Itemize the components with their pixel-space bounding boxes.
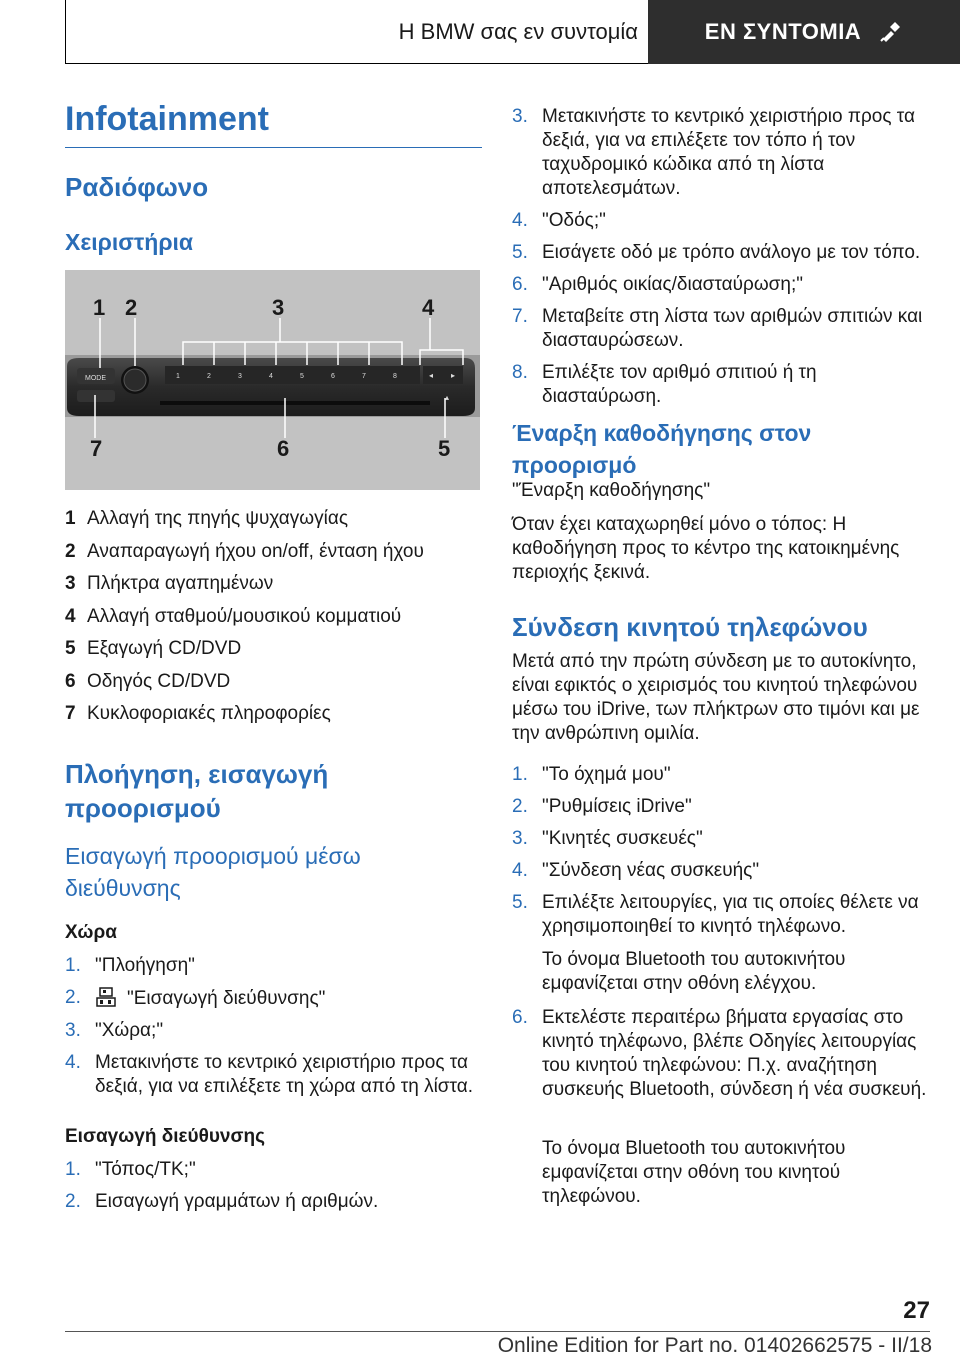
step-text: Εισάγετε οδό με τρόπο ανάλογο με τον τόπο. [542,242,921,263]
phone-intro: Μετά από την πρώτη σύνδεση με το αυτοκίνητο, είναι εφικτός ο χειρισμός του κινητού τηλεφώνου μέσω του iDrive, των πλήκτρων στο τιμόνι και με την ανθρώπινη ομιλία. [512,651,920,744]
step-number: 8. [512,362,528,383]
step-number: 4. [512,860,528,881]
legend-text: Αναπαραγωγή ήχου on/off, ένταση ήχου [87,540,424,562]
legend-num: 6 [65,670,76,692]
phone-steps [512,763,930,947]
step-text: Εισαγωγή γραμμάτων ή αριθμών. [95,1191,379,1212]
list-item [512,361,930,409]
list-item [512,795,930,819]
pen-nib-icon [877,19,903,45]
svg-text:▴: ▴ [445,393,450,402]
callout-5: 5 [438,436,451,461]
step-number: 2. [65,987,81,1008]
legend-item [65,698,482,731]
country-steps [65,954,482,1107]
step-text: "Πλοήγηση" [95,955,195,976]
step-number: 7. [512,306,528,327]
legend-text: Εξαγωγή CD/DVD [87,638,242,660]
address-steps-right [512,105,930,417]
step-text-with-icon [95,986,482,1011]
step-text: Επιλέξτε τον αριθμό σπιτιού ή τη διασταύρωση. [542,362,817,407]
address-heading: Εισαγωγή διεύθυνσης [65,1126,265,1147]
callout-4: 4 [422,295,435,320]
legend-item [65,536,482,569]
step-number: 5. [512,242,528,263]
header-tab-summary[interactable] [648,0,960,64]
step-number: 5. [512,892,528,913]
radio-title: Ραδιόφωνο [65,172,209,202]
favourite-key-8: 8 [393,373,397,380]
legend-text: Οδηγός CD/DVD [87,670,231,692]
legend-item [65,633,482,666]
legend-item [65,503,482,536]
address-entry-icon [95,986,117,1008]
radio-control-panel-photo [65,270,480,490]
step-number: 2. [512,796,528,817]
favourite-key-4: 4 [269,373,273,380]
step-number: 1. [65,1159,81,1180]
step-number: 6. [512,274,528,295]
legend-num: 2 [65,540,76,562]
step-number: 3. [65,1020,81,1041]
step-number: 2. [65,1191,81,1212]
navigation-subtitle-line2: διεύθυνσης [65,875,181,901]
favourite-key-6: 6 [331,373,335,380]
legend-num: 5 [65,638,76,660]
footer-edition: Online Edition for Part no. 01402662575 - II/18 [497,1334,932,1357]
callout-2: 2 [125,295,138,320]
list-item [512,105,930,201]
callout-1: 1 [93,295,106,320]
legend-text: Αλλαγή της πηγής ψυχαγωγίας [87,508,348,530]
navigation-subtitle [65,840,482,904]
phone-note-step5: Το όνομα Bluetooth του αυτοκινήτου εμφανίζεται στην οθόνη ελέγχου. [542,949,846,994]
legend-num: 7 [65,703,76,725]
start-guidance-title-line2: προορισμό [512,452,637,478]
list-item [65,1190,482,1214]
list-item [65,1051,482,1099]
list-item [65,1019,482,1043]
step-text: "Χώρα;" [95,1020,164,1041]
step-text: Μεταβείτε στη λίστα των αριθμών σπιτιών και διασταυρώσεων. [542,306,923,351]
list-item [512,209,930,233]
step-text: "Ρυθμίσεις iDrive" [542,796,692,817]
footer-rule [65,1331,930,1332]
list-item [512,827,930,851]
step-text: "Το όχημά μου" [542,764,671,785]
page-number: 27 [903,1297,930,1324]
legend-item [65,568,482,601]
radio-controls-title: Χειριστήρια [65,229,194,255]
phone-note-step6: Το όνομα Bluetooth του αυτοκινήτου εμφανίζεται στην οθόνη του κινητού τηλεφώνου. [542,1138,846,1207]
legend-item [65,666,482,699]
list-item [512,273,930,297]
list-item [65,1158,482,1182]
step-text: "Σύνδεση νέας συσκευής" [542,860,760,881]
address-steps-left [65,1158,482,1222]
legend-text: Αλλαγή σταθμού/μουσικού κομματιού [87,605,402,627]
step-text: "Εισαγωγή διεύθυνσης" [127,988,326,1009]
favourite-key-2: 2 [207,373,211,380]
navigation-title [65,757,482,825]
list-item [65,986,482,1011]
step-number: 3. [512,106,528,127]
list-item [512,891,930,939]
radio-panel-illustration [65,270,480,490]
step-number: 6. [512,1007,528,1028]
callout-6: 6 [277,436,290,461]
legend-num: 4 [65,605,76,627]
step-text: Μετακινήστε το κεντρικό χειριστήριο προς τα δεξιά, για να επιλέξετε τη χώρα από τη λίστα. [95,1052,474,1097]
step-text: "Αριθμός οικίας/διασταύρωση;" [542,274,803,295]
step-text: Εκτελέστε περαιτέρω βήματα εργασίας στο κινητό τηλέφωνο, βλέπε Οδηγίες λειτουργίας του κινητού τηλεφώνου: Π.χ. αναζήτηση συσκευής Bluetooth, σύνδεση ή νέα συσκευή. [542,1007,927,1100]
header-tab-label: ΕΝ ΣΥΝΤΟΜΙΑ [704,19,862,44]
list-item [512,859,930,883]
list-item [65,954,482,978]
legend-text: Κυκλοφοριακές πληροφορίες [87,703,331,725]
legend-num: 3 [65,573,76,595]
section-title-rule [65,147,482,148]
start-guidance-note: Όταν έχει καταχωρηθεί μόνο ο τόπος: Η καθοδήγηση προς το κέντρο της κατοικημένης περιοχής ξεκινά. [512,514,900,583]
phone-steps-cont [512,1006,930,1110]
svg-text:▸: ▸ [451,371,456,380]
list-item [512,763,930,787]
country-heading: Χώρα [65,922,117,943]
navigation-title-line2: προορισμού [65,793,221,823]
radio-legend [65,503,482,731]
start-guidance-title-line1: Έναρξη καθοδήγησης στον [512,420,812,446]
step-text: "Οδός;" [542,210,606,231]
favourite-key-7: 7 [362,373,366,380]
list-item [512,1006,930,1102]
navigation-subtitle-line1: Εισαγωγή προορισμού μέσω [65,843,361,869]
step-text: Επιλέξτε λειτουργίες, για τις οποίες θέλετε να χρησιμοποιηθεί το κινητό τηλέφωνο. [542,892,919,937]
start-guidance-title [512,417,930,481]
phone-title: Σύνδεση κινητού τηλεφώνου [512,612,868,642]
list-item [512,241,930,265]
step-text: "Κινητές συσκευές" [542,828,703,849]
step-number: 3. [512,828,528,849]
header-intro-link[interactable] [65,0,648,64]
step-number: 1. [512,764,528,785]
legend-item [65,601,482,634]
svg-text:◂: ◂ [429,371,434,380]
start-guidance-quote: "Έναρξη καθοδήγησης" [512,480,711,501]
favourite-key-1: 1 [176,373,180,380]
step-number: 1. [65,955,81,976]
favourite-key-5: 5 [300,373,304,380]
step-number: 4. [65,1052,81,1073]
header-intro-text: Η BMW σας εν συντομία [398,19,638,44]
navigation-title-line1: Πλοήγηση, εισαγωγή [65,759,329,789]
mode-button-label: MODE [85,375,106,382]
callout-3: 3 [272,295,285,320]
section-title: Infotainment [65,100,269,138]
step-text: "Τόπος/ΤΚ;" [95,1159,196,1180]
step-text: Μετακινήστε το κεντρικό χειριστήριο προς τα δεξιά, για να επιλέξετε τον τόπο ή τον ταχυδρομικό κώδικα από τη λίστα αποτελεσμάτων. [542,106,915,199]
favourite-key-3: 3 [238,373,242,380]
legend-num: 1 [65,508,76,530]
callout-7: 7 [90,436,103,461]
legend-text: Πλήκτρα αγαπημένων [87,573,274,595]
list-item [512,305,930,353]
step-number: 4. [512,210,528,231]
